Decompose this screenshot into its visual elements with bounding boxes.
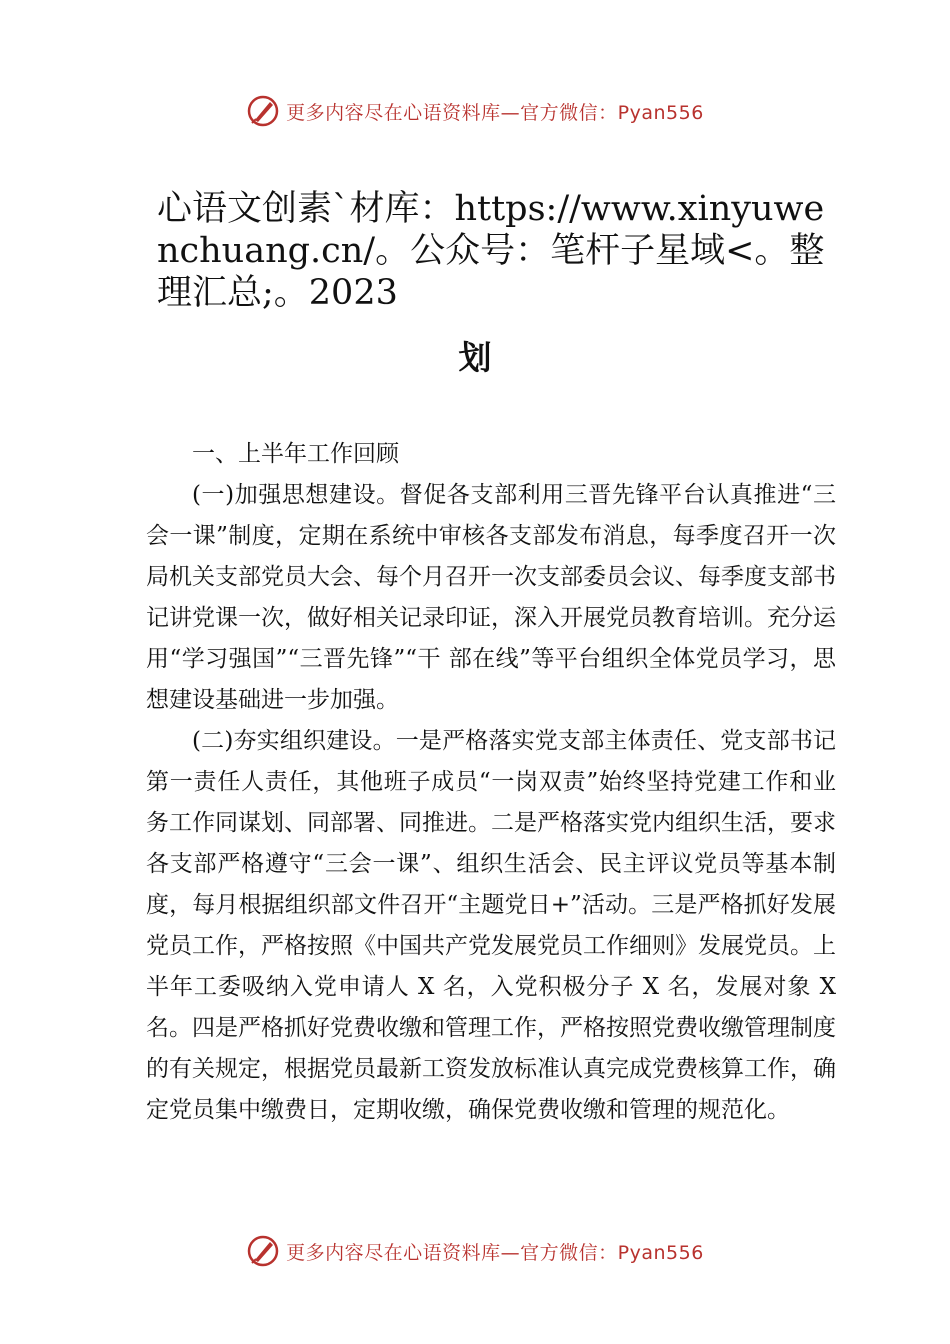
banner-wechat: Pyan556 — [617, 101, 704, 124]
banner-text — [286, 98, 704, 125]
source-heading: 心语文创素`材库：https://www.xinyuwenchuang.cn/。公众号：笔杆子星域<。整理汇总;。2023 — [157, 189, 825, 313]
paragraph: (一)加强思想建设。督促各支部利用三晋先锋平台认真推进“三会一课”制度，定期在系统中审核各支部发布消息，每季度召开一次局机关支部党员大会、每个月召开一次支部委员会议、每季度支部书记讲党课一次，做好相关记录印证，深入开展党员教育培训。充分运用“学习强国”“三晋先锋”“干 部在线”等平台组织全体党员学习，思想建设基础进一步加强。 — [146, 482, 836, 713]
section-heading: 一、上半年工作回顾 — [192, 441, 399, 467]
banner-label: 更多内容尽在心语资料库—官方微信： — [286, 1241, 618, 1264]
quill-logo-icon — [246, 94, 280, 128]
banner-wechat: Pyan556 — [617, 1241, 704, 1264]
banner-label: 更多内容尽在心语资料库—官方微信： — [286, 101, 618, 124]
header-banner — [0, 94, 950, 128]
quill-logo-icon — [246, 1234, 280, 1268]
document-body — [146, 434, 836, 1131]
document-title: 划 — [458, 338, 492, 377]
banner-text — [286, 1238, 704, 1265]
paragraph: (二)夯实组织建设。一是严格落实党支部主体责任、党支部书记第一责任人责任，其他班子成员“一岗双责”始终坚持党建工作和业务工作同谋划、同部署、同推进。二是严格落实党内组织生活，要求各支部严格遵守“三会一课”、组织生活会、民主评议党员等基本制度，每月根据组织部文件召开“主题党日+”活动。三是严格抓好发展党员工作，严格按照《中国共产党发展党员工作细则》发展党员。上半年工委吸纳入党申请人 X 名，入党积极分子 X 名，发展对象 X 名。四是严格抓好党费收缴和管理工作，严格按照党费收缴管理制度的有关规定，根据党员最新工资发放标准认真完成党费核算工作，确定党员集中缴费日，定期收缴，确保党费收缴和管理的规范化。 — [146, 728, 836, 1123]
footer-banner — [0, 1234, 950, 1268]
